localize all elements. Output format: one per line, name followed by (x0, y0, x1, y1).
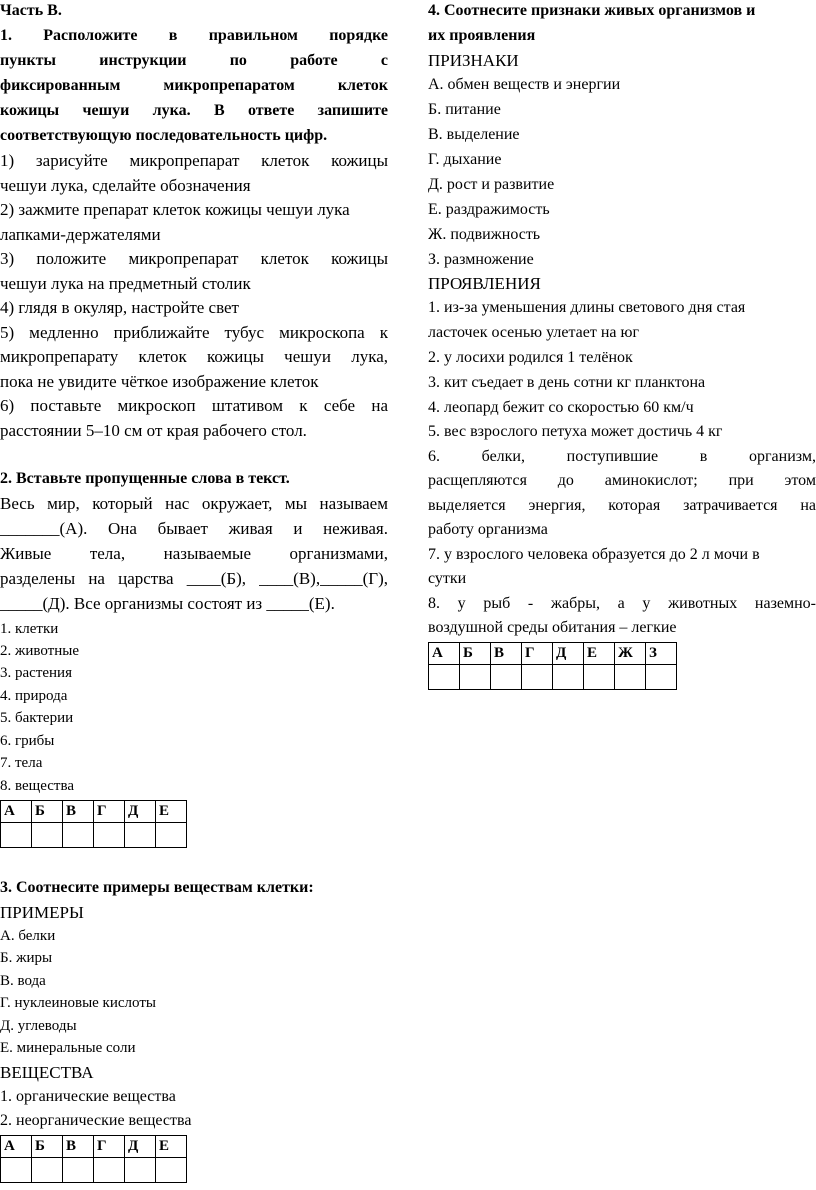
q1-item-line: 6) поставьте микроскоп штативом к себе на (0, 396, 388, 415)
q2-option: 6. грибы (0, 733, 55, 749)
q4-manifestations-heading: ПРОЯВЛЕНИЯ (428, 274, 541, 293)
q3-example: Г. нуклеиновые кислоты (0, 995, 156, 1011)
q3-example: Д. углеводы (0, 1018, 77, 1034)
q1-title-line: соответствующую последовательность цифр. (0, 127, 328, 144)
answer-cell[interactable] (63, 823, 94, 848)
answer-cell[interactable] (32, 1158, 63, 1183)
q3-example: Б. жиры (0, 950, 53, 966)
q4-manifestation-line: сутки (428, 570, 467, 587)
answer-header-cell: В (491, 643, 522, 665)
answer-input-row (429, 665, 677, 690)
answer-cell[interactable] (125, 1158, 156, 1183)
q1-item-line: 4) глядя в окуляр, настройте свет (0, 298, 239, 317)
q3-example: А. белки (0, 928, 56, 944)
answer-header-cell: В (63, 801, 94, 823)
q1-item-line: чешуи лука, сделайте обозначения (0, 176, 251, 195)
answer-header-cell: А (1, 1136, 32, 1158)
q3-substances-heading: ВЕЩЕСТВА (0, 1063, 94, 1082)
q3-substance: 2. неорганические вещества (0, 1112, 192, 1129)
part-title: Часть В. (0, 2, 62, 19)
answer-header-cell: Д (125, 801, 156, 823)
q1-title-line: 1. Расположите в правильном порядке (0, 27, 388, 44)
q2-option: 8. вещества (0, 778, 74, 794)
q4-sign: В. выделение (428, 126, 520, 143)
q1-item-line: 1) зарисуйте микропрепарат клеток кожицы (0, 151, 388, 170)
q4-manifestation-line: 7. у взрослого человека образуется до 2 л мочи в (428, 546, 760, 563)
q1-item-line: пока не увидите чёткое изображение клеток (0, 372, 319, 391)
q4-manifestation-line: расщепляются до аминокислот; при этом (428, 472, 816, 489)
q2-text-line: разделены на царства ____(Б), ____(В),_____(Г), (0, 569, 388, 588)
q4-manifestation-line: воздушной среды обитания – легкие (428, 619, 677, 636)
answer-header-row (429, 643, 677, 665)
answer-header-cell: А (1, 801, 32, 823)
answer-cell[interactable] (156, 1158, 187, 1183)
q4-sign: Б. питание (428, 101, 501, 118)
q1-item-line: микропрепарату клеток кожицы чешуи лука, (0, 347, 388, 366)
q2-option: 5. бактерии (0, 710, 74, 726)
q4-sign: А. обмен веществ и энергии (428, 76, 621, 93)
answer-cell[interactable] (491, 665, 522, 690)
q4-signs-heading: ПРИЗНАКИ (428, 51, 519, 70)
q4-sign: Е. раздражимость (428, 201, 550, 218)
q2-text-line: Живые тела, называемые организмами, (0, 544, 388, 563)
answer-header-cell: Г (94, 1136, 125, 1158)
answer-header-cell: Е (156, 1136, 187, 1158)
answer-header-cell: Е (584, 643, 615, 665)
q2-option: 4. природа (0, 688, 68, 704)
q3-example: В. вода (0, 973, 46, 989)
q4-sign: Ж. подвижность (428, 226, 541, 243)
answer-header-cell: Ж (615, 643, 646, 665)
q3-examples-heading: ПРИМЕРЫ (0, 903, 84, 922)
q2-answer-table (0, 800, 187, 848)
q4-manifestation-line: ласточек осенью улетает на юг (428, 324, 640, 341)
q4-manifestation-line: 8. у рыб - жабры, а у животных наземно- (428, 595, 816, 612)
answer-cell[interactable] (460, 665, 491, 690)
q4-sign: Г. дыхание (428, 151, 502, 168)
answer-header-cell: Е (156, 801, 187, 823)
q4-manifestation-line: 5. вес взрослого петуха может достичь 4 кг (428, 423, 723, 440)
q3-answer-table (0, 1135, 187, 1183)
answer-cell[interactable] (1, 1158, 32, 1183)
answer-header-cell: З (646, 643, 677, 665)
q1-item-line: 2) зажмите препарат клеток кожицы чешуи лука (0, 200, 350, 219)
q4-title-line: их проявления (428, 27, 536, 44)
answer-cell[interactable] (63, 1158, 94, 1183)
q3-example: Е. минеральные соли (0, 1040, 136, 1056)
q2-option: 3. растения (0, 665, 72, 681)
q4-manifestation-line: выделяется энергия, которая затрачивается на (428, 497, 816, 514)
q2-text-line: _____(Д). Все организмы состоят из _____(Е). (0, 594, 335, 613)
answer-cell[interactable] (615, 665, 646, 690)
answer-header-cell: В (63, 1136, 94, 1158)
q4-manifestation-line: 3. кит съедает в день сотни кг планктона (428, 374, 706, 391)
q4-title-line: 4. Соотнесите признаки живых организмов и (428, 2, 756, 19)
answer-input-row (1, 823, 187, 848)
answer-cell[interactable] (125, 823, 156, 848)
q1-item-line: чешуи лука на предметный столик (0, 274, 251, 293)
q2-option: 2. животные (0, 643, 79, 659)
q1-item-line: расстоянии 5–10 см от края рабочего стол. (0, 421, 307, 440)
q2-option: 7. тела (0, 755, 43, 771)
q4-manifestation-line: 4. леопард бежит со скоростью 60 км/ч (428, 399, 694, 416)
answer-cell[interactable] (553, 665, 584, 690)
q1-item-line: лапками-держателями (0, 225, 161, 244)
answer-cell[interactable] (94, 1158, 125, 1183)
q3-substance: 1. органические вещества (0, 1088, 176, 1105)
q4-manifestation-line: 2. у лосихи родился 1 телёнок (428, 349, 633, 366)
q4-sign: З. размножение (428, 251, 534, 268)
answer-input-row (1, 1158, 187, 1183)
answer-cell[interactable] (646, 665, 677, 690)
q4-sign: Д. рост и развитие (428, 176, 555, 193)
answer-cell[interactable] (32, 823, 63, 848)
answer-header-row (1, 1136, 187, 1158)
q1-item-line: 3) положите микропрепарат клеток кожицы (0, 249, 388, 268)
q4-answer-table (428, 642, 677, 690)
answer-header-cell: Д (553, 643, 584, 665)
answer-cell[interactable] (156, 823, 187, 848)
answer-header-cell: Г (94, 801, 125, 823)
answer-header-row (1, 801, 187, 823)
q4-manifestation-line: 1. из-за уменьшения длины светового дня стая (428, 299, 746, 316)
answer-cell[interactable] (94, 823, 125, 848)
answer-header-cell: А (429, 643, 460, 665)
q4-manifestation-line: 6. белки, поступившие в организм, (428, 448, 816, 465)
answer-cell[interactable] (584, 665, 615, 690)
q1-title-line: пункты инструкции по работе с (0, 52, 388, 69)
answer-header-cell: Б (460, 643, 491, 665)
answer-cell[interactable] (522, 665, 553, 690)
q2-title: 2. Вставьте пропущенные слова в текст. (0, 470, 290, 487)
q3-title: 3. Соотнесите примеры веществам клетки: (0, 879, 314, 896)
answer-cell[interactable] (1, 823, 32, 848)
answer-header-cell: Г (522, 643, 553, 665)
q1-title-line: фиксированным микропрепаратом клеток (0, 77, 388, 94)
answer-header-cell: Д (125, 1136, 156, 1158)
q1-title-line: кожицы чешуи лука. В ответе запишите (0, 102, 388, 119)
q2-option: 1. клетки (0, 621, 59, 637)
answer-cell[interactable] (429, 665, 460, 690)
q2-text-line: _______(А). Она бывает живая и неживая. (0, 519, 388, 538)
answer-header-cell: Б (32, 1136, 63, 1158)
q4-manifestation-line: работу организма (428, 521, 548, 538)
q1-item-line: 5) медленно приближайте тубус микроскопа к (0, 323, 388, 342)
q2-text-line: Весь мир, который нас окружает, мы называем (0, 494, 388, 513)
answer-header-cell: Б (32, 801, 63, 823)
